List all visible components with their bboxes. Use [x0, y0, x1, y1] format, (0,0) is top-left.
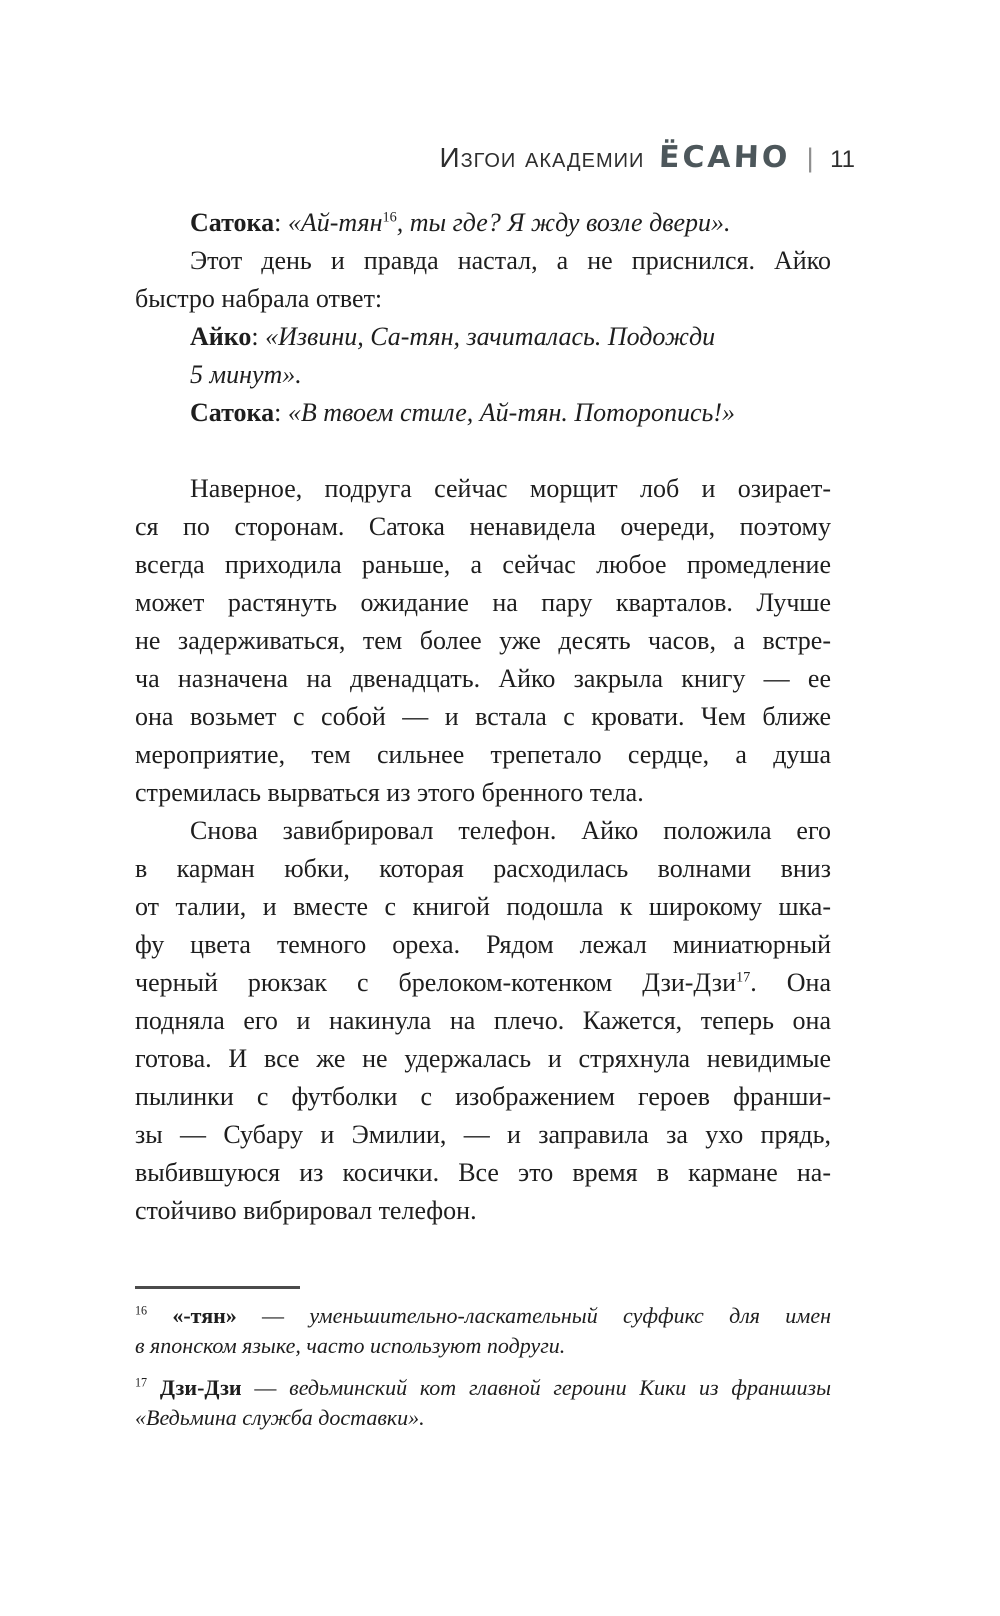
- text-line: стремилась вырваться из этого бренного тела.: [135, 778, 644, 807]
- text-line: $^{17}$ Дзи-Дзи — ведьминский кот главной героини Кики из франшизы: [135, 1375, 832, 1400]
- text-line: от талии, и вместе с книгой подошла к широкому шка-: [135, 892, 831, 921]
- footnote-ref: 16: [135, 1303, 148, 1318]
- footnote-list: [135, 1301, 831, 1433]
- dialogue-block: [135, 394, 831, 432]
- paragraph: [135, 242, 831, 318]
- text-line: фу цвета темного ореха. Рядом лежал миниатюрный: [135, 930, 831, 959]
- text-line: Снова завибрировал телефон. Айко положила его: [190, 816, 831, 845]
- text-line: в карман юбки, которая расходилась волнами вниз: [135, 854, 831, 883]
- running-header: [135, 140, 855, 175]
- page-number: 11: [830, 146, 855, 173]
- header-separator: |: [806, 143, 814, 173]
- footnote-ref: 17: [736, 969, 751, 986]
- paragraph: [135, 470, 831, 812]
- text-line: Айко: «Извини, Са-тян, зачиталась. Подожди: [190, 322, 716, 351]
- dialogue-block: [135, 318, 831, 394]
- text-line: мероприятие, тем сильнее трепетало сердце, а душа: [135, 740, 831, 769]
- publisher-logo: ЁСАНО: [658, 140, 791, 175]
- text-line: зы — Субару и Эмилии, — и заправила за ухо прядь,: [135, 1120, 831, 1149]
- text-line: всегда приходила раньше, а сейчас любое промедление: [135, 550, 831, 579]
- text-line: Этот день и правда настал, а не приснился. Айко: [190, 246, 831, 275]
- text-line: ча назначена на двенадцать. Айко закрыла книгу — ее: [135, 664, 831, 693]
- text-line: пылинки с футболки с изображением героев франши-: [135, 1082, 831, 1111]
- body-text: [135, 204, 831, 1230]
- text-line: подняла его и накинула на плечо. Кажется, теперь она: [135, 1006, 831, 1035]
- footnote: [135, 1373, 831, 1433]
- text-line: Наверное, подруга сейчас морщит лоб и озирает-: [190, 474, 831, 503]
- text-line: 5 минут».: [190, 360, 302, 389]
- text-line: Сатока: «В твоем стиле, Ай-тян. Поторопись!»: [190, 398, 735, 427]
- text-line: готова. И все же не удержалась и стряхнула невидимые: [135, 1044, 831, 1073]
- text-line: выбившуюся из косички. Все это время в кармане на-: [135, 1158, 831, 1187]
- footnote-ref: 16: [382, 209, 397, 226]
- dialogue-block: [135, 204, 831, 242]
- footnote: [135, 1301, 831, 1361]
- text-line: в японском языке, часто используют подруги.: [135, 1333, 566, 1358]
- text-line: она возьмет с собой — и встала с кровати. Чем ближе: [135, 702, 831, 731]
- footnotes-section: [135, 1286, 831, 1433]
- text-line: стойчиво вибрировал телефон.: [135, 1196, 477, 1225]
- text-line: ся по сторонам. Сатока ненавидела очереди, поэтому: [135, 512, 831, 541]
- text-line: не задерживаться, тем более уже десять часов, а встре-: [135, 626, 831, 655]
- text-line: может растянуть ожидание на пару кварталов. Лучше: [135, 588, 831, 617]
- paragraph: [135, 812, 831, 1230]
- text-line: «Ведьмина служба доставки».: [135, 1405, 425, 1430]
- text-line: быстро набрала ответ:: [135, 284, 383, 313]
- text-line: $^{16}$ «-тян» — уменьшительно-ласкательный суффикс для имен: [135, 1303, 831, 1328]
- footnote-ref: 17: [135, 1375, 148, 1390]
- text-line: черный рюкзак с брелоком-котенком Дзи-Дзи$^{17}$. Она: [135, 968, 831, 997]
- footnote-rule: [135, 1286, 300, 1289]
- book-title: Изгои академии: [439, 142, 645, 173]
- text-line: Сатока: «Ай-тян$^{16}$, ты где? Я жду возле двери».: [190, 208, 731, 237]
